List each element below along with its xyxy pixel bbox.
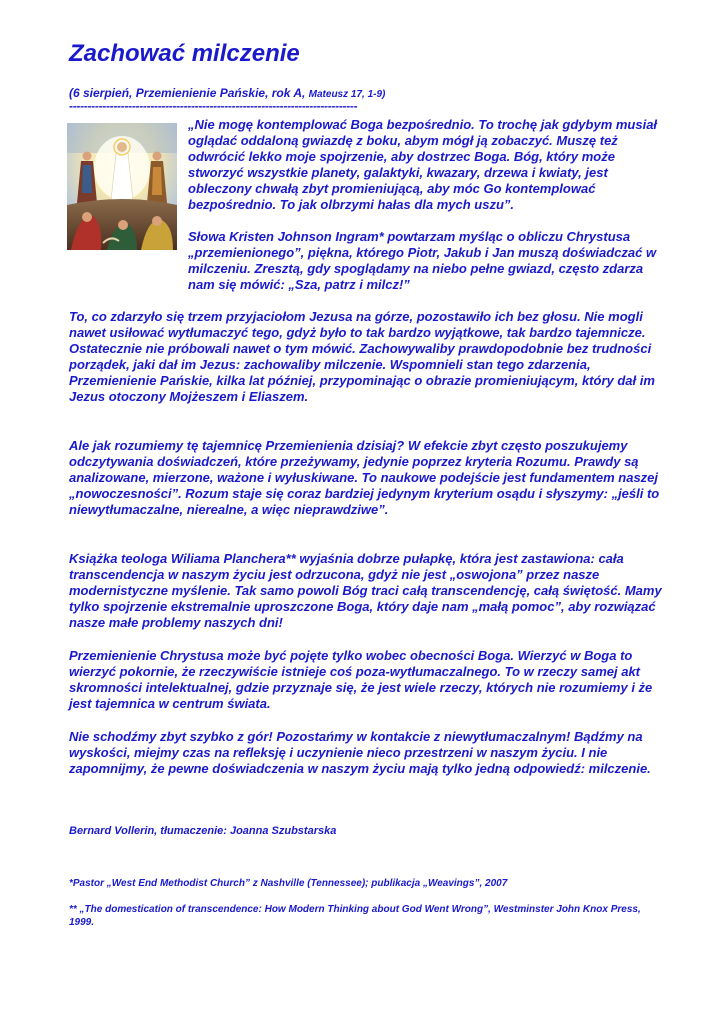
paragraph-2: Słowa Kristen Johnson Ingram* powtarzam myśląc o obliczu Chrystusa „przemienionego”, piękna, którego Piotr, Jakub i Jan muszą doświadczać w milczeniu. Zresztą, gdy spoglądamy na niebo pełne gwiazd, często zdarza nam się mówić: „Sza, patrz i milcz!” — [188, 229, 657, 293]
liturgical-date-subtitle — [69, 86, 385, 100]
dashed-separator: ------------------------------------------------------------------------------ — [69, 99, 358, 113]
author-signature: Bernard Vollerin, tłumaczenie: Joanna Szubstarska — [69, 825, 337, 837]
transfiguration-image — [67, 123, 177, 250]
paragraph-4: Ale jak rozumiemy tę tajemnicę Przemienienia dzisiaj? W efekcie zbyt często poszukujemy odczytywania doświadczeń, które przeżywamy, jedynie poprzez kryteria Rozumu. Prawdy są analizowane, mierzone, ważone i wyłuskiwane. To naukowe podejście jest fundamentem naszej „nowoczesności”. Rozum staje się coraz bardziej jedynym kryterium osądu i słyszymy: „jeśli to niewytłumaczalne, nierealne, a więc nieprawdziwe”. — [69, 438, 660, 518]
paragraph-7: Nie schodźmy zbyt szybko z gór! Pozostańmy w kontakcie z niewytłumaczalnym! Bądźmy na wyskości, miejmy czas na refleksję i uczynienie nieco przestrzeni w naszym życiu. I nie zapomnijmy, że pewne doświadczenia w naszym życiu mają tylko jedną odpowiedź: milczenie. — [69, 729, 651, 777]
paragraph-3: To, co zdarzyło się trzem przyjaciołom Jezusa na górze, pozostawiło ich bez głosu. Nie mogli nawet usiłować wytłumaczyć tego, gdyż było to tak bardzo wyjątkowe, tak bardzo tajemnicze. Ostatecznie nie próbowali nawet o tym mówić. Zachowywaliby prawdopodobnie bez trudności porządek, jaki dał im Jezus: zachowaliby milczenie. Wspomnieli stan tego zdarzenia, Przemienienie Pańskie, kilka lat później, przypominając o obrazie promieniującym, który dał im Jezus otoczony Mojżeszem i Eliaszem. — [69, 309, 655, 405]
footnote-2: ** „The domestication of transcendence: How Modern Thinking about God Went Wrong”, Westminster John Knox Press, 1999. — [69, 904, 641, 928]
paragraph-5: Książka teologa Wiliama Planchera** wyjaśnia dobrze pułapkę, która jest zastawiona: cała transcendencja w naszym życiu jest odrzucona, gdyż nie jest „oswojona” przez nasze modernistyczne myślenie. Tak samo powoli Bóg traci całą transcendencję, całą świętość. Mamy tylko spojrzenie ekstremalnie uproszczone Boga, który daje nam „małą pomoc”, aby rozwiązać nasze małe problemy naszych dni! — [69, 551, 662, 631]
footnote-1: *Pastor „West End Methodist Church” z Nashville (Tennessee); publikacja „Weavings”, 2007 — [69, 878, 508, 889]
subtitle-main: (6 sierpień, Przemienienie Pańskie, rok A, — [69, 86, 309, 100]
paragraph-1: „Nie mogę kontemplować Boga bezpośrednio. To trochę jak gdybym musiał oglądać oddaloną gwiazdę z boku, abym mógł ją zobaczyć. Muszę też odwrócić lekko moje spojrzenie, aby dostrzec Boga. Bóg, który może stworzyć wszystkie planety, galaktyki, kwazary, drzewa i kwiaty, jest obleczony chwałą zbyt promieniującą, aby móc Go kontemplować bezpośrednio. To jak olbrzymi hałas dla mych uszu”. — [188, 117, 658, 213]
page-title: Zachować milczenie — [69, 40, 300, 67]
scripture-reference: Mateusz 17, 1-9) — [308, 89, 386, 100]
paragraph-6: Przemienienie Chrystusa może być pojęte tylko wobec obecności Boga. Wierzyć w Boga to wierzyć pokornie, że rzeczywiście istnieje coś poza-wytłumaczalnego. To w rzeczy samej akt skromności intelektualnej, gdzie przyznaje się, że jest wiele rzeczy, których nie rozumiemy i że jest tajemnica w centrum świata. — [69, 648, 653, 712]
